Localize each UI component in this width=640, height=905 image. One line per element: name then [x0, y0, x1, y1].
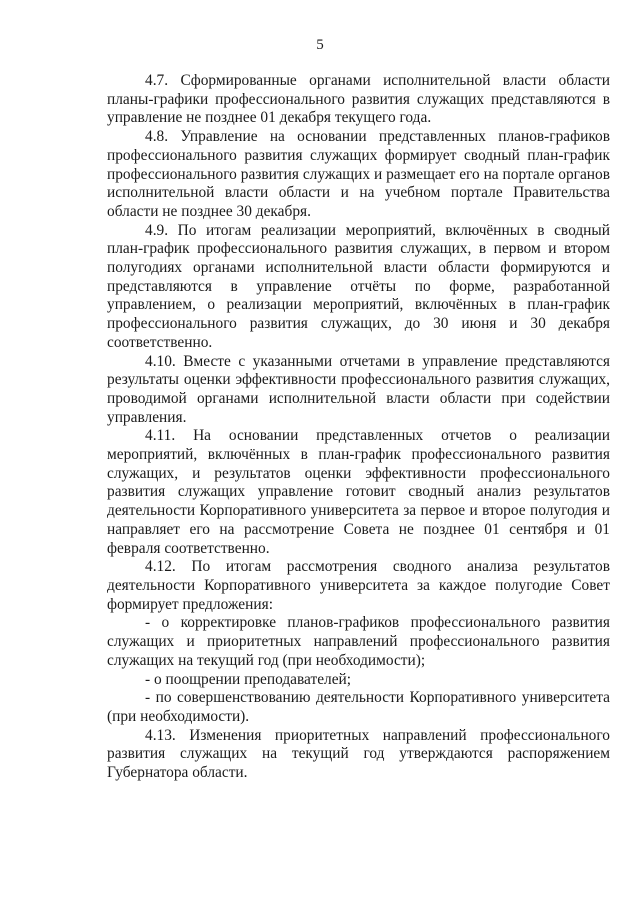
paragraph-4-9: 4.9. По итогам реализации мероприятий, включённых в сводный план-график профессионального развития служащих, в первом и втором полугодиях органами исполнительной власти области формируются и представляются в управление отчёты по форме, разработанной управлением, о реализации мероприятий, включённых в план-график профессионального развития служащих, до 30 июня и 30 декабря соответственно.: [107, 221, 610, 351]
paragraph-4-11: 4.11. На основании представленных отчетов о реализации мероприятий, включённых в план-график профессионального развития служащих, и результатов оценки эффективности профессионального развития служащих управление готовит сводный анализ результатов деятельности Корпоративного университета за первое и второе полугодия и направляет его на рассмотрение Совета не позднее 01 сентября и 01 февраля соответственно.: [107, 427, 610, 557]
paragraph-4-10: 4.10. Вместе с указанными отчетами в управление представляются результаты оценки эффективности профессионального развития служащих, проводимой органами исполнительной власти области при содействии управления.: [107, 352, 610, 426]
document-body: [107, 72, 610, 783]
paragraph-4-12: 4.12. По итогам рассмотрения сводного анализа результатов деятельности Корпоративного университета за каждое полугодие Совет формирует предложения:: [107, 558, 610, 613]
list-item-plan-adjustment: - о корректировке планов-графиков профессионального развития служащих и приоритетных направлений профессионального развития служащих на текущий год (при необходимости);: [107, 614, 610, 669]
list-item-university-improvement: - по совершенствованию деятельности Корпоративного университета (при необходимости).: [107, 689, 610, 725]
paragraph-4-8: 4.8. Управление на основании представленных планов-графиков профессионального развития служащих формирует сводный план-график профессионального развития служащих и размещает его на портале органов исполнительной власти области и на учебном портале Правительства области не позднее 30 декабря.: [107, 128, 610, 220]
list-item-teacher-reward: - о поощрении преподавателей;: [145, 670, 352, 688]
page-number: 5: [316, 37, 324, 53]
paragraph-4-7: 4.7. Сформированные органами исполнительной власти области планы-графики профессионального развития служащих представляются в управление не позднее 01 декабря текущего года.: [107, 72, 610, 127]
paragraph-4-13: 4.13. Изменения приоритетных направлений профессионального развития служащих на текущий год утверждаются распоряжением Губернатора области.: [107, 726, 610, 782]
